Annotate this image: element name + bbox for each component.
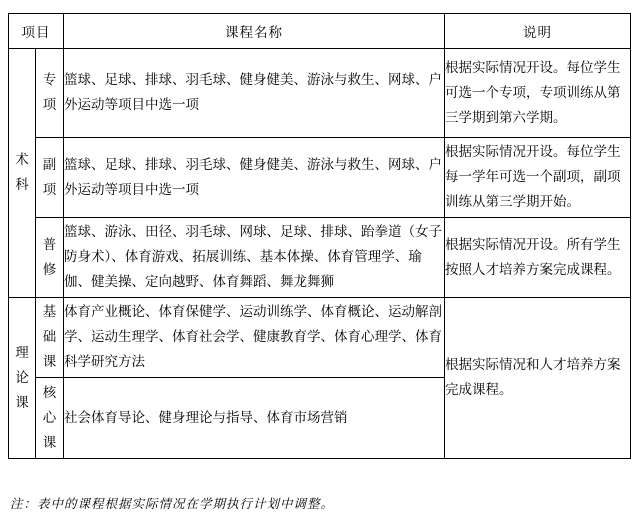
- sub-label-fuxiang-text: 副项: [42, 156, 57, 198]
- sub-label-zhuanxiang: [36, 49, 64, 138]
- section-label-shuke: [9, 49, 36, 298]
- footnote: 注：表中的课程根据实际情况在学期执行计划中调整。: [10, 496, 335, 511]
- table-header-row: [9, 14, 631, 49]
- courses-hexinke: 社会体育导论、健身理论与指导、体育市场营销: [64, 378, 445, 459]
- sub-label-hexinke: [36, 378, 64, 459]
- table-row-fuxiang: [9, 138, 631, 218]
- section-label-lilunke: [9, 298, 36, 459]
- courses-zhuanxiang: 篮球、足球、排球、羽毛球、健身健美、游泳与救生、网球、户外运动等项目中选一项: [64, 49, 445, 138]
- sub-label-jichuke-text: 基础课: [42, 304, 57, 370]
- table-row-puxiu: [9, 218, 631, 298]
- courses-jichuke: 体育产业概论、体育保健学、运动训练学、体育概论、运动解剖学、运动生理学、体育社会学、健康教育学、体育心理学、体育科学研究方法: [64, 298, 445, 378]
- note-zhuanxiang: 根据实际情况开设。每位学生可选一个专项，专项训练从第三学期到第六学期。: [445, 49, 631, 138]
- header-project: 项目: [9, 14, 64, 49]
- section-label-lilunke-text: 理论课: [15, 344, 29, 411]
- sub-label-zhuanxiang-text: 专项: [42, 72, 57, 113]
- sub-label-puxiu: [36, 218, 64, 298]
- table-row-zhuanxiang: [9, 49, 631, 138]
- sub-label-puxiu-text: 普修: [42, 236, 57, 278]
- course-table: [8, 13, 631, 459]
- section-label-shuke-text: 术科: [15, 152, 29, 193]
- sub-label-fuxiang: [36, 138, 64, 218]
- note-fuxiang: 根据实际情况开设。每位学生每一学年可选一个副项，副项训练从第三学期开始。: [445, 138, 631, 218]
- note-lilunke-merged: 根据实际情况和人才培养方案完成课程。: [445, 298, 631, 459]
- courses-puxiu: 篮球、游泳、田径、羽毛球、网球、足球、排球、跆拳道（女子防身术）、体育游戏、拓展训练、基本体操、体育管理学、瑜伽、健美操、定向越野、体育舞蹈、舞龙舞狮: [64, 218, 445, 298]
- courses-fuxiang: 篮球、足球、排球、羽毛球、健身健美、游泳与救生、网球、户外运动等项目中选一项: [64, 138, 445, 218]
- table-row-jichu: [9, 298, 631, 378]
- header-course-name: 课程名称: [64, 14, 445, 49]
- sub-label-hexinke-text: 核心课: [42, 384, 57, 451]
- sub-label-jichuke: [36, 298, 64, 378]
- note-puxiu: 根据实际情况开设。所有学生按照人才培养方案完成课程。: [445, 218, 631, 298]
- header-note: 说明: [445, 14, 631, 49]
